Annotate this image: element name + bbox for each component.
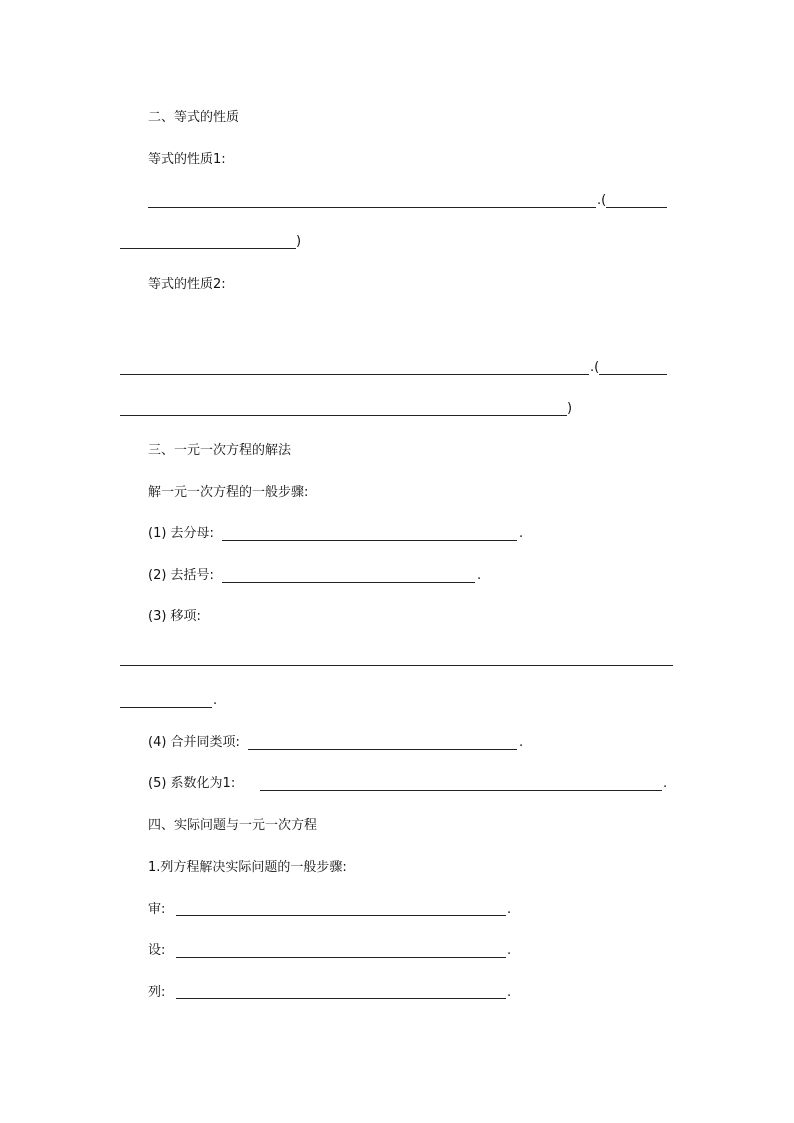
step2-blank[interactable] [222, 582, 475, 583]
step4-blank[interactable] [248, 749, 517, 750]
word-problem-steps-intro: 1.列方程解决实际问题的一般步骤: [148, 860, 347, 875]
step1-period: . [519, 526, 524, 541]
step3-blank-b[interactable] [120, 707, 212, 708]
property2-label: 等式的性质2: [148, 277, 226, 292]
set-blank[interactable] [176, 957, 506, 958]
property1-label: 等式的性质1: [148, 152, 226, 167]
step3-period: . [213, 693, 218, 708]
property2-condition-blank-b[interactable] [120, 415, 567, 416]
examine-period: . [507, 902, 512, 917]
section2-heading: 二、等式的性质 [148, 110, 240, 125]
property2-blank[interactable] [120, 374, 589, 375]
solving-steps-intro: 解一元一次方程的一般步骤: [148, 485, 309, 500]
examine-label: 审: [148, 902, 166, 917]
step5-period: . [663, 776, 668, 791]
formulate-period: . [507, 985, 512, 1000]
property2-dot-paren: .( [590, 360, 600, 375]
formulate-blank[interactable] [176, 998, 506, 999]
step3-blank-a[interactable] [120, 665, 673, 666]
set-label: 设: [148, 943, 166, 958]
property1-blank[interactable] [148, 207, 596, 208]
property1-condition-blank-b[interactable] [120, 248, 296, 249]
step1-label: (1) 去分母: [148, 526, 214, 541]
set-period: . [507, 943, 512, 958]
property1-close-paren: ) [296, 234, 302, 249]
property1-dot-paren: .( [597, 193, 607, 208]
examine-blank[interactable] [176, 915, 506, 916]
step5-label: (5) 系数化为1: [148, 776, 236, 791]
step2-label: (2) 去括号: [148, 568, 214, 583]
property1-condition-blank-a[interactable] [606, 207, 667, 208]
step1-blank[interactable] [222, 540, 517, 541]
step3-label: (3) 移项: [148, 609, 201, 624]
property2-close-paren: ) [567, 401, 573, 416]
formulate-label: 列: [148, 985, 166, 1000]
step4-label: (4) 合并同类项: [148, 735, 240, 750]
step2-period: . [477, 568, 482, 583]
property2-condition-blank-a[interactable] [599, 374, 667, 375]
step5-blank[interactable] [260, 790, 662, 791]
section3-heading: 三、一元一次方程的解法 [148, 443, 292, 458]
section4-heading: 四、实际问题与一元一次方程 [148, 818, 318, 833]
step4-period: . [519, 735, 524, 750]
